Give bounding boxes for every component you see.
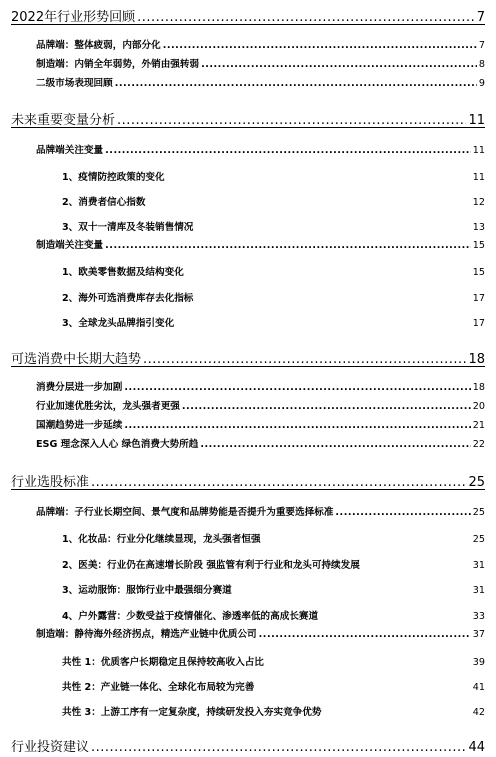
toc-entry[interactable] [36, 436, 485, 450]
toc-title: 品牌端关注变量 [36, 145, 104, 156]
toc-entry[interactable] [36, 142, 485, 156]
toc-entry[interactable] [11, 109, 485, 128]
toc-title: 3、全球龙头品牌指引变化 [62, 318, 175, 329]
toc-page: 13 [472, 222, 485, 233]
toc-page: 11 [468, 113, 485, 128]
toc-title: 1、疫情防控政策的变化 [62, 172, 165, 183]
toc-title: 国潮趋势进一步延续 [36, 420, 123, 431]
toc-page: 25 [472, 534, 485, 545]
toc-page: 11 [472, 145, 485, 156]
toc-page: 17 [472, 293, 485, 304]
toc-page: 9 [478, 78, 485, 89]
leader-dots [105, 240, 471, 251]
toc-page: 18 [472, 382, 485, 393]
leader-dots [200, 439, 470, 450]
toc-entry[interactable] [36, 379, 485, 393]
toc-page: 11 [472, 172, 485, 183]
section-rule [11, 366, 485, 367]
leader-dots [91, 475, 466, 490]
toc-page: 12 [472, 197, 485, 208]
toc-page: 39 [472, 657, 485, 668]
toc-page: 15 [472, 267, 485, 278]
toc-page: 17 [472, 318, 485, 329]
toc-entry[interactable] [62, 219, 485, 233]
toc-page: 37 [472, 629, 485, 640]
toc-title: 共性 2：产业链一体化、全球化布局较为完善 [62, 682, 255, 693]
toc-entry[interactable] [62, 608, 485, 622]
leader-dots [182, 401, 471, 412]
toc-entry[interactable] [62, 582, 485, 596]
toc-title: 消费分层进一步加剧 [36, 382, 123, 393]
toc-page: 22 [472, 439, 485, 450]
toc-title: 制造端：静待海外经济拐点，精选产业链中优质公司 [36, 629, 257, 640]
toc-title: 行业投资建议 [11, 740, 90, 755]
section-rule [11, 127, 485, 128]
leader-dots [163, 40, 477, 51]
toc-title: 可选消费中长期大趋势 [11, 352, 142, 367]
toc-entry[interactable] [11, 6, 485, 25]
leader-dots [335, 507, 470, 518]
toc-page: 21 [472, 420, 485, 431]
toc-entry[interactable] [62, 557, 485, 571]
toc-title: 2022年行业形势回顾 [11, 10, 136, 25]
toc-title: 行业加速优胜劣汰，龙头强者更强 [36, 401, 180, 412]
toc-title: ESG 理念深入人心 绿色消费大势所趋 [36, 439, 199, 450]
toc-page: 44 [468, 740, 485, 755]
toc-page: 33 [472, 611, 485, 622]
toc-page: 42 [472, 707, 485, 718]
toc-title: 4、户外露营：少数受益于疫情催化、渗透率低的高成长赛道 [62, 611, 319, 622]
toc-entry[interactable] [36, 237, 485, 251]
toc-entry[interactable] [11, 471, 485, 490]
toc-title: 2、海外可选消费库存去化指标 [62, 293, 194, 304]
toc-entry[interactable] [36, 398, 485, 412]
toc-title: 共性 3：上游工序有一定复杂度，持续研发投入夯实竞争优势 [62, 707, 322, 718]
toc-entry[interactable] [62, 654, 485, 668]
toc-entry[interactable] [36, 75, 485, 89]
toc-page: 15 [472, 240, 485, 251]
toc-title: 品牌端：整体疲弱，内部分化 [36, 40, 161, 51]
toc-entry[interactable] [62, 194, 485, 208]
toc-page: 25 [472, 507, 485, 518]
toc-page: 8 [478, 59, 485, 70]
leader-dots [137, 10, 475, 25]
toc-entry[interactable] [36, 37, 485, 51]
leader-dots [124, 420, 470, 431]
section-rule [11, 489, 485, 490]
leader-dots [105, 145, 471, 156]
toc-entry[interactable] [62, 169, 485, 183]
toc-entry[interactable] [36, 626, 485, 640]
toc-page: 31 [472, 560, 485, 571]
toc-entry[interactable] [36, 417, 485, 431]
toc-title: 2、医美：行业仍在高速增长阶段 强监管有利于行业和龙头可持续发展 [62, 560, 360, 571]
toc-entry[interactable] [62, 704, 485, 718]
toc-page: 25 [468, 475, 485, 490]
toc-entry[interactable] [62, 679, 485, 693]
toc-entry[interactable] [62, 264, 485, 278]
toc-title: 3、双十一清库及冬装销售情况 [62, 222, 194, 233]
leader-dots [124, 382, 470, 393]
toc-title: 未来重要变量分析 [11, 113, 116, 128]
toc-entry[interactable] [62, 315, 485, 329]
toc-title: 品牌端：子行业长期空间、景气度和品牌势能是否提升为重要选择标准 [36, 507, 334, 518]
toc-title: 制造端关注变量 [36, 240, 104, 251]
toc-title: 二级市场表现回顾 [36, 78, 113, 89]
toc-entry[interactable] [36, 504, 485, 518]
toc-title: 共性 1：优质客户长期稳定且保持较高收入占比 [62, 657, 264, 668]
toc-entry[interactable] [62, 531, 485, 545]
toc-page: 41 [472, 682, 485, 693]
toc-title: 3、运动服饰：服饰行业中最强细分赛道 [62, 585, 232, 596]
leader-dots [115, 78, 477, 89]
toc-page: 20 [472, 401, 485, 412]
toc-entry[interactable] [11, 736, 485, 755]
toc-title: 1、化妆品：行业分化继续显现，龙头强者恒强 [62, 534, 261, 545]
toc-page: 18 [468, 352, 485, 367]
toc-page: 7 [476, 10, 485, 25]
toc-entry[interactable] [36, 56, 485, 70]
toc-page: 31 [472, 585, 485, 596]
toc-entry[interactable] [62, 290, 485, 304]
toc-title: 行业选股标准 [11, 475, 90, 490]
leader-dots [143, 352, 466, 367]
leader-dots [117, 113, 466, 128]
toc-page: 7 [478, 40, 485, 51]
toc-title: 1、欧美零售数据及结构变化 [62, 267, 184, 278]
leader-dots [91, 740, 466, 755]
toc-title: 2、消费者信心指数 [62, 197, 146, 208]
toc-entry[interactable] [11, 348, 485, 367]
leader-dots [201, 59, 477, 70]
section-rule [11, 24, 485, 25]
toc-title: 制造端：内销全年弱势，外销由强转弱 [36, 59, 200, 70]
leader-dots [259, 629, 471, 640]
